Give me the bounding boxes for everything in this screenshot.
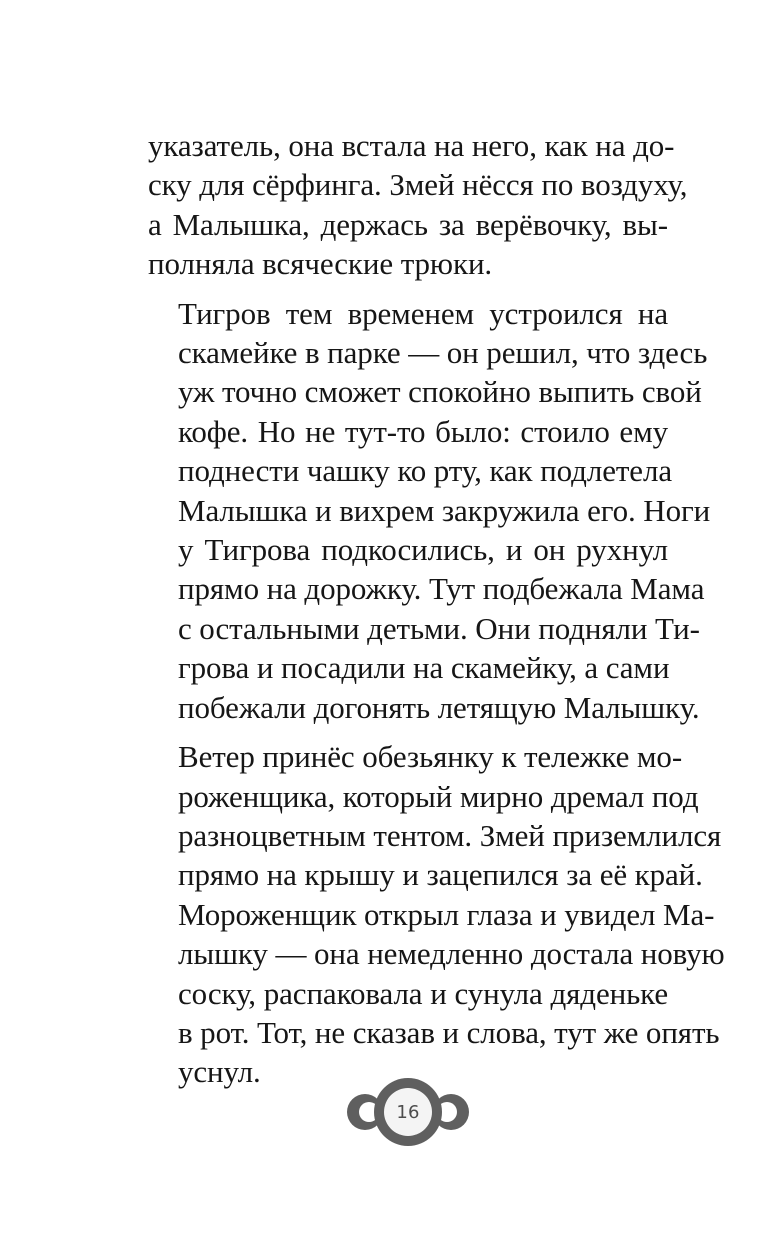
text-line: скамейке в парке — он решил, что здесь (178, 335, 708, 371)
text-line: поднести чашку ко рту, как подлетела (178, 453, 672, 489)
page-text (148, 126, 725, 1092)
paragraph-3 (148, 737, 725, 1092)
text-line: Тигров тем временем устроился на (178, 295, 668, 331)
page-number-ornament (347, 1078, 469, 1146)
text-line: в рот. Тот, не сказав и слова, тут же опять (178, 1014, 720, 1050)
text-line: указатель, она встала на него, как на до- (148, 128, 675, 163)
text-line: прямо на дорожку. Тут подбежала Мама (178, 571, 705, 607)
text-line: кофе. Но не тут-то было: стоило ему (178, 413, 668, 449)
text-line: соску, распаковала и сунула дяденьке (178, 975, 668, 1011)
text-line: грова и посадили на скамейку, а сами (178, 650, 670, 686)
page-number: 16 (396, 1101, 420, 1123)
text-line: Малышка и вихрем закружила его. Ноги (178, 492, 711, 528)
text-line: полняла всяческие трюки. (148, 246, 493, 282)
text-line: у Тигрова подкосились, и он рухнул (178, 532, 668, 568)
text-line: побежали догонять летящую Малышку. (178, 689, 700, 725)
paragraph-2 (148, 294, 711, 727)
paragraph-1 (148, 126, 688, 284)
text-line: лышку — она немедленно достала новую (178, 936, 725, 972)
text-line: с остальными детьми. Они подняли Ти- (178, 610, 700, 646)
text-line: ску для сёрфинга. Змей нёсся по воздуху, (148, 167, 688, 203)
text-line: уж точно сможет спокойно выпить свой (178, 374, 702, 410)
text-line: Мороженщик открыл глаза и увидел Ма- (178, 896, 715, 932)
text-line: Ветер принёс обезьянку к тележке мо- (178, 739, 683, 775)
text-line: роженщика, который мирно дремал под (178, 778, 699, 814)
text-line: разноцветным тентом. Змей приземлился (178, 817, 722, 853)
text-line: прямо на крышу и зацепился за её край. (178, 857, 703, 893)
text-line: уснул. (178, 1054, 261, 1090)
text-line: а Малышка, держась за верёвочку, вы- (148, 206, 668, 242)
